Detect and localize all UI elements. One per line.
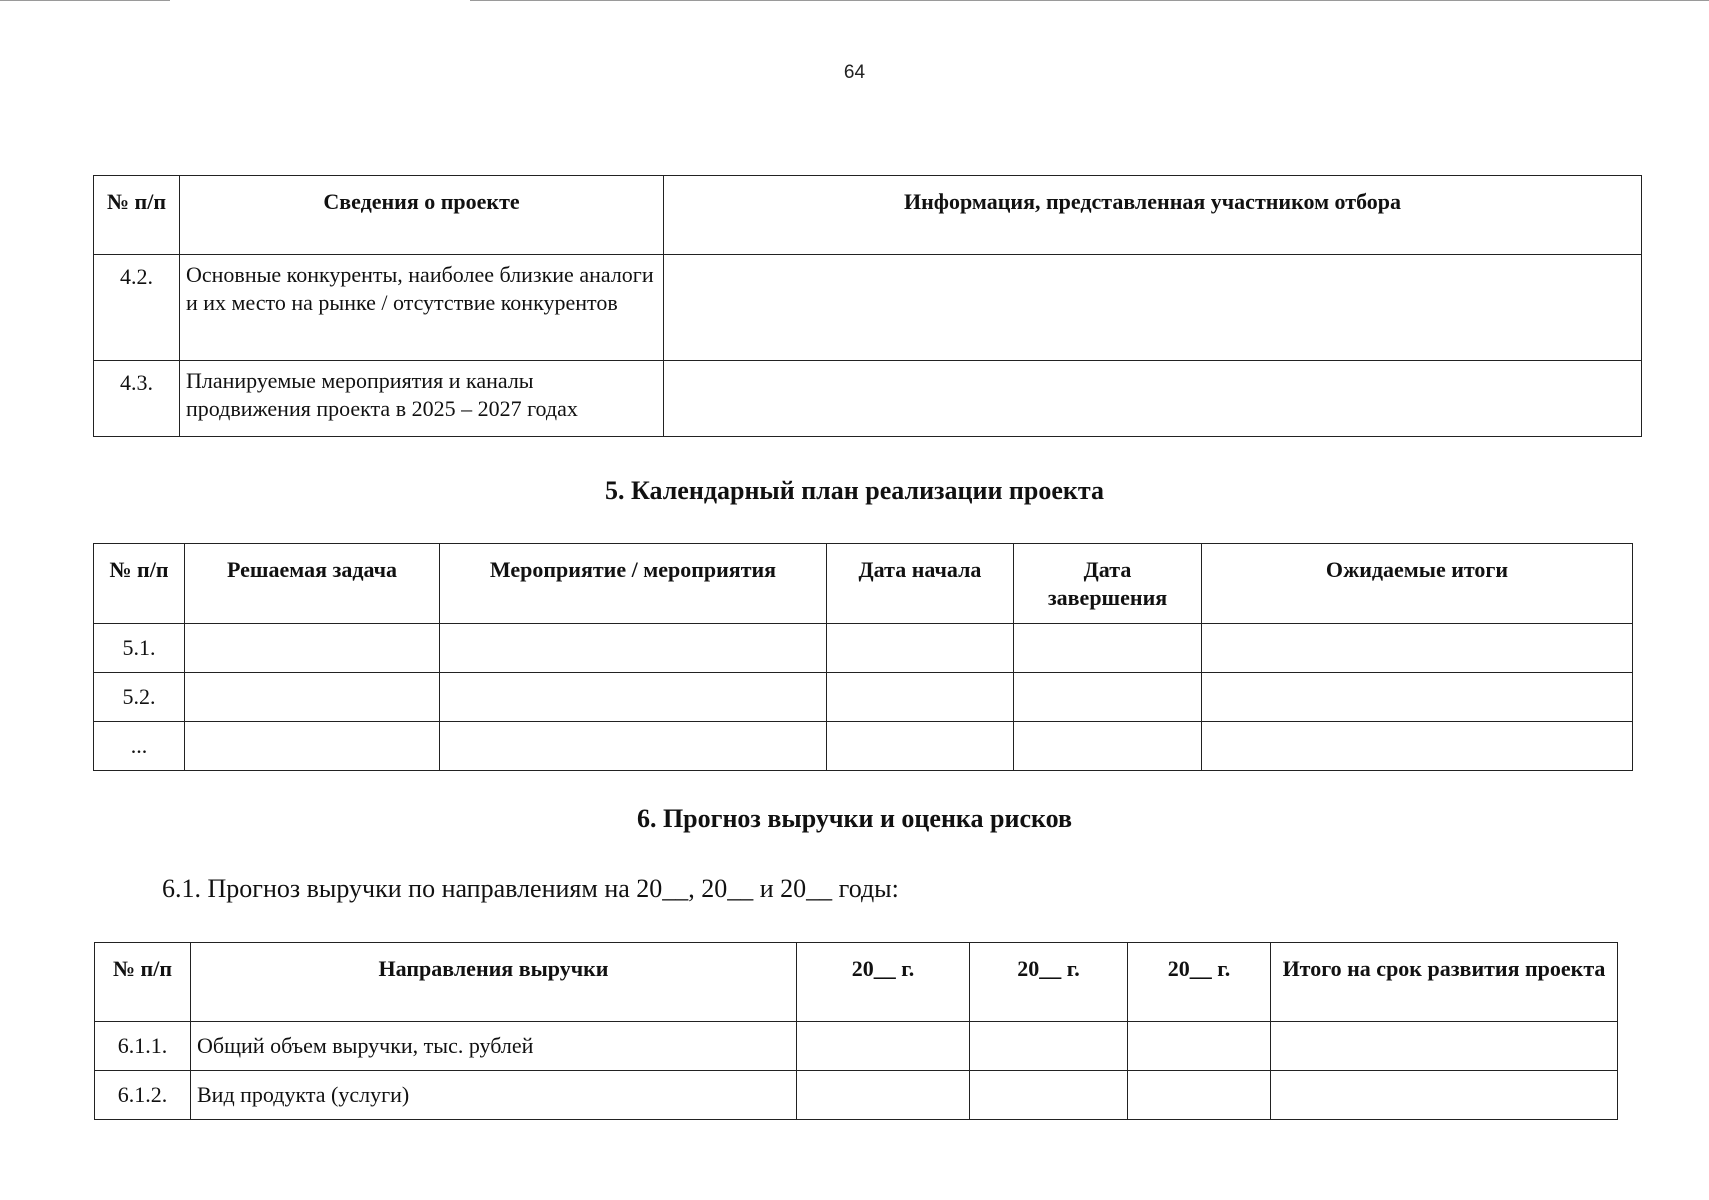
table-row <box>94 361 1642 437</box>
revenue-forecast-subheading: 6.1. Прогноз выручки по направлениям на 20__, 20__ и 20__ годы: <box>162 874 899 903</box>
row-direction: Вид продукта (услуги) <box>191 1071 797 1120</box>
calendar-plan-table <box>93 543 1633 771</box>
cell-year-3[interactable] <box>1128 1071 1271 1120</box>
cell-year-1[interactable] <box>797 1071 970 1120</box>
revenue-forecast-table <box>94 942 1618 1120</box>
row-direction: Общий объем выручки, тыс. рублей <box>191 1022 797 1071</box>
row-value[interactable] <box>664 255 1642 361</box>
row-number: 6.1.2. <box>95 1071 191 1120</box>
scan-top-edge-right <box>470 0 1709 1</box>
header-start-date: Дата начала <box>827 544 1014 624</box>
cell-year-2[interactable] <box>970 1022 1128 1071</box>
header-year-3: 20__ г. <box>1128 943 1271 1022</box>
row-number: 5.2. <box>94 673 185 722</box>
cell-expected-results[interactable] <box>1202 722 1633 771</box>
cell-year-1[interactable] <box>797 1022 970 1071</box>
cell-start-date[interactable] <box>827 722 1014 771</box>
cell-start-date[interactable] <box>827 624 1014 673</box>
row-info: Основные конкуренты, наиболее близкие аналоги и их место на рынке / отсутствие конкурентов <box>180 255 664 361</box>
table-row <box>94 722 1633 771</box>
table-row <box>94 624 1633 673</box>
project-info-table <box>93 175 1642 437</box>
row-number: 6.1.1. <box>95 1022 191 1071</box>
table-row <box>94 673 1633 722</box>
cell-end-date[interactable] <box>1014 722 1202 771</box>
row-info: Планируемые мероприятия и каналы продвижения проекта в 2025 – 2027 годах <box>180 361 664 437</box>
row-number: 4.2. <box>94 255 180 361</box>
header-total: Итого на срок развития проекта <box>1271 943 1618 1022</box>
section5-title: 5. Календарный план реализации проекта <box>604 476 1104 505</box>
cell-expected-results[interactable] <box>1202 624 1633 673</box>
header-year-1: 20__ г. <box>797 943 970 1022</box>
cell-activity[interactable] <box>440 673 827 722</box>
table-row <box>95 1071 1618 1120</box>
row-number: 5.1. <box>94 624 185 673</box>
header-participant-info: Информация, представленная участником отбора <box>664 176 1642 255</box>
table-row <box>94 255 1642 361</box>
cell-expected-results[interactable] <box>1202 673 1633 722</box>
header-number: № п/п <box>95 943 191 1022</box>
row-number: ... <box>94 722 185 771</box>
section6-title: 6. Прогноз выручки и оценка рисков <box>636 804 1073 833</box>
row-value[interactable] <box>664 361 1642 437</box>
cell-total[interactable] <box>1271 1071 1618 1120</box>
cell-year-3[interactable] <box>1128 1022 1271 1071</box>
row-number: 4.3. <box>94 361 180 437</box>
header-expected-results: Ожидаемые итоги <box>1202 544 1633 624</box>
header-task: Решаемая задача <box>185 544 440 624</box>
header-year-2: 20__ г. <box>970 943 1128 1022</box>
header-activity: Мероприятие / мероприятия <box>440 544 827 624</box>
table-row <box>95 1022 1618 1071</box>
cell-end-date[interactable] <box>1014 673 1202 722</box>
cell-task[interactable] <box>185 673 440 722</box>
header-project-info: Сведения о проекте <box>180 176 664 255</box>
header-end-date: Дата завершения <box>1014 544 1202 624</box>
cell-year-2[interactable] <box>970 1071 1128 1120</box>
cell-activity[interactable] <box>440 722 827 771</box>
header-number: № п/п <box>94 176 180 255</box>
cell-task[interactable] <box>185 624 440 673</box>
cell-total[interactable] <box>1271 1022 1618 1071</box>
cell-task[interactable] <box>185 722 440 771</box>
cell-activity[interactable] <box>440 624 827 673</box>
header-number: № п/п <box>94 544 185 624</box>
scan-top-edge-left <box>0 0 170 1</box>
cell-end-date[interactable] <box>1014 624 1202 673</box>
cell-start-date[interactable] <box>827 673 1014 722</box>
page-number: 64 <box>843 62 866 83</box>
header-revenue-direction: Направления выручки <box>191 943 797 1022</box>
